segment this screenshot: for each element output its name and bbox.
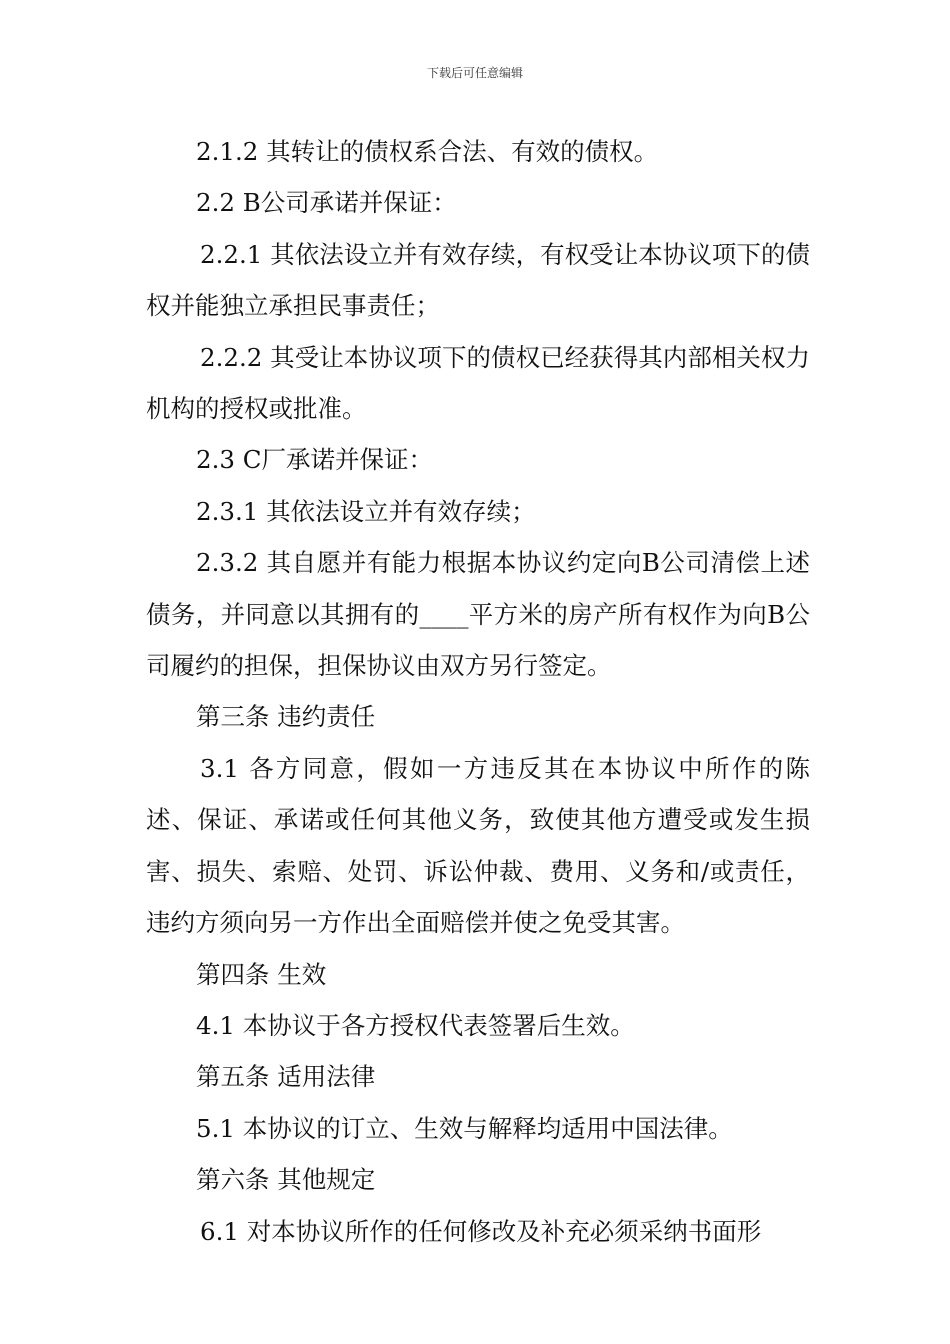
article-6-heading: 第六条 其他规定	[196, 1165, 376, 1195]
clause-2-3-1: 2.3.1 其依法设立并有效存续；	[196, 496, 536, 526]
clause-2-2-1: 2.2.1 其依法设立并有效存续，有权受让本协议项下的债权并能独立承担民事责任；	[146, 239, 810, 321]
clause-2-2: 2.2 B公司承诺并保证：	[196, 188, 457, 218]
clause-2-3: 2.3 C厂承诺并保证：	[196, 445, 433, 475]
clause-3-1: 3.1 各方同意，假如一方违反其在本协议中所作的陈述、保证、承诺或任何其他义务，致使其他方遭受或发生损害、损失、索赔、处罚、诉讼仲裁、费用、义务和/或责任，违约方须向另一方作出全面赔偿并使之免受其害。	[146, 753, 810, 938]
article-4-heading: 第四条 生效	[196, 959, 327, 989]
clause-2-2-2: 2.2.2 其受让本协议项下的债权已经获得其内部相关权力机构的授权或批准。	[146, 342, 810, 424]
page-header-note: 下载后可任意编辑	[426, 66, 523, 80]
article-5-heading: 第五条 适用法律	[196, 1062, 376, 1092]
document-body	[146, 126, 810, 1257]
clause-2-3-2: 2.3.2 其自愿并有能力根据本协议约定向B公司清偿上述债务，并同意以其拥有的____平方米的房产所有权作为向B公司履约的担保，担保协议由双方另行签定。	[146, 548, 810, 681]
article-3-heading: 第三条 违约责任	[196, 702, 376, 732]
clause-6-1: 6.1 对本协议所作的任何修改及补充必须采纳书面形	[200, 1216, 762, 1246]
clause-4-1: 4.1 本协议于各方授权代表签署后生效。	[196, 1010, 635, 1040]
clause-2-1-2: 2.1.2 其转让的债权系合法、有效的债权。	[196, 137, 659, 166]
clause-5-1: 5.1 本协议的订立、生效与解释均适用中国法律。	[196, 1113, 733, 1143]
